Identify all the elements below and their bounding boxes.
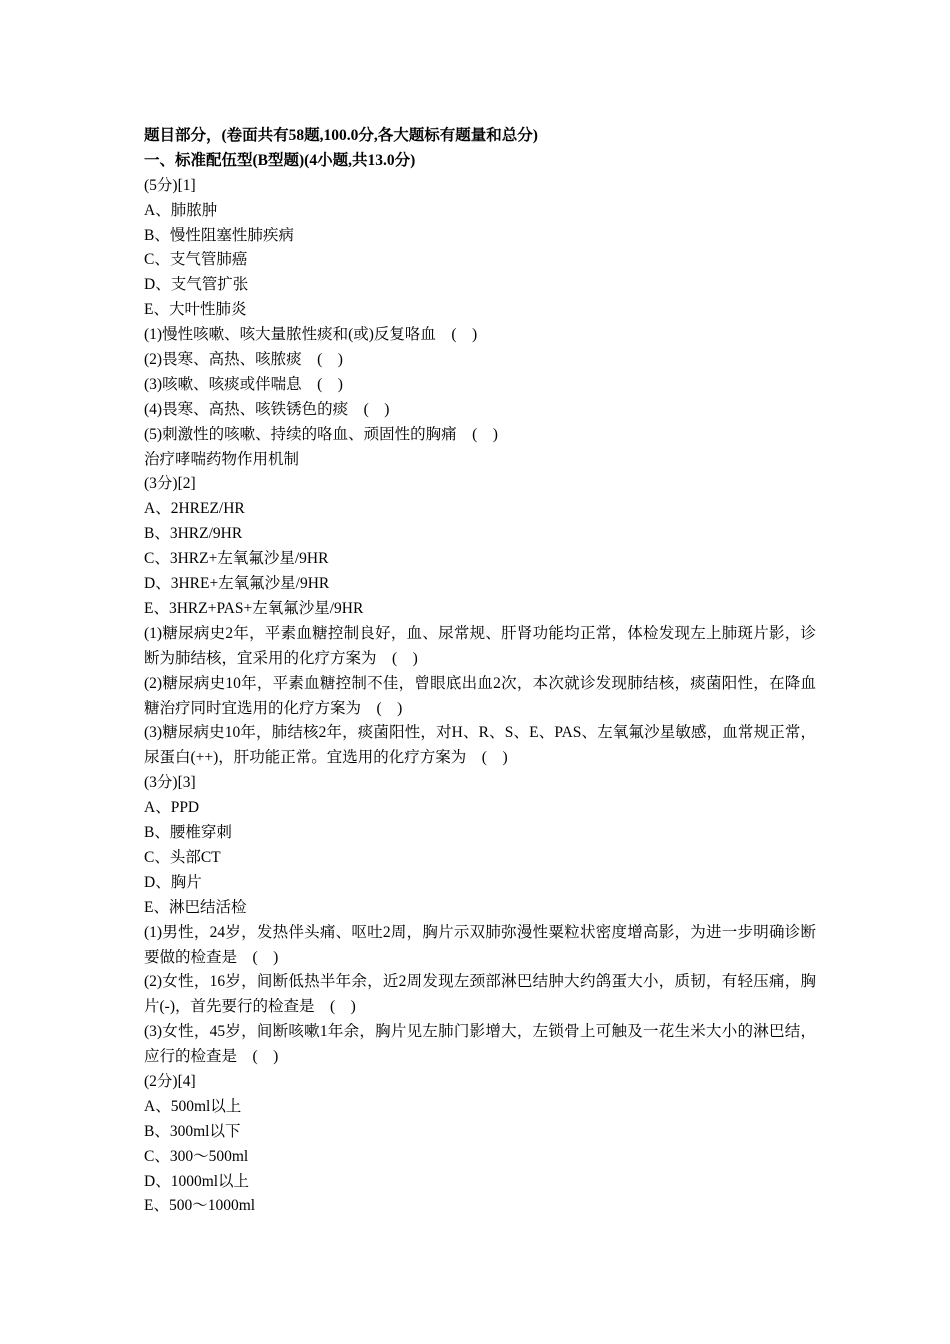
question-score: (5分)[1] (144, 176, 196, 194)
option-c: C、支气管肺癌 (144, 251, 248, 269)
option-b: B、腰椎穿刺 (144, 824, 232, 842)
question-note: 治疗哮喘药物作用机制 (144, 450, 300, 468)
option-c: C、3HRZ+左氧氟沙星/9HR (144, 550, 329, 568)
sub-question: (2)糖尿病史10年，平素血糖控制不佳，曾眼底出血2次，本次就诊发现肺结核，痰菌阳性，在降血糖治疗同时宜选用的化疗方案为 ( ) (144, 674, 816, 717)
sub-question: (2)畏寒、高热、咳脓痰 ( ) (144, 351, 343, 369)
question-score: (3分)[3] (144, 774, 196, 792)
sub-question: (1)慢性咳嗽、咳大量脓性痰和(或)反复咯血 ( ) (144, 326, 478, 344)
option-e: E、大叶性肺炎 (144, 301, 247, 319)
question-3 (144, 771, 816, 1070)
sub-question: (5)刺激性的咳嗽、持续的咯血、顽固性的胸痛 ( ) (144, 425, 498, 443)
option-b: B、3HRZ/9HR (144, 525, 243, 543)
question-score: (3分)[2] (144, 475, 196, 493)
sub-question: (3)女性，45岁，间断咳嗽1年余，胸片见左肺门影增大，左锁骨上可触及一花生米大小的淋巴结，应行的检查是 ( ) (144, 1023, 816, 1066)
document-title: 题目部分，(卷面共有58题,100.0分,各大题标有题量和总分) (144, 127, 538, 144)
option-e: E、淋巴结活检 (144, 898, 247, 916)
document-page (144, 124, 816, 1219)
option-a: A、2HREZ/HR (144, 500, 245, 518)
sub-question: (3)咳嗽、咳痰或伴喘息 ( ) (144, 375, 343, 393)
option-b: B、300ml以下 (144, 1122, 241, 1140)
section-heading: 一、标准配伍型(B型题)(4小题,共13.0分) (144, 151, 416, 169)
option-d: D、支气管扩张 (144, 276, 249, 294)
option-a: A、PPD (144, 799, 200, 817)
option-d: D、1000ml以上 (144, 1172, 250, 1190)
sub-question: (1)男性，24岁，发热伴头痛、呕吐2周，胸片示双肺弥漫性粟粒状密度增高影，为进一步明确诊断要做的检查是 ( ) (144, 923, 816, 966)
sub-question: (3)糖尿病史10年，肺结核2年，痰菌阳性，对H、R、S、E、PAS、左氧氟沙星敏感，血常规正常，尿蛋白(++)，肝功能正常。宜选用的化疗方案为 ( ) (144, 724, 816, 767)
option-b: B、慢性阻塞性肺疾病 (144, 226, 294, 244)
option-a: A、肺脓肿 (144, 201, 218, 219)
sub-question: (4)畏寒、高热、咳铁锈色的痰 ( ) (144, 400, 390, 418)
option-c: C、头部CT (144, 848, 221, 866)
option-e: E、3HRZ+PAS+左氧氟沙星/9HR (144, 599, 364, 617)
option-e: E、500～1000ml (144, 1197, 256, 1215)
option-c: C、300～500ml (144, 1147, 249, 1165)
question-1 (144, 174, 816, 473)
option-a: A、500ml以上 (144, 1097, 242, 1115)
question-4 (144, 1070, 816, 1219)
question-score: (2分)[4] (144, 1073, 196, 1091)
question-2 (144, 472, 816, 771)
option-d: D、3HRE+左氧氟沙星/9HR (144, 575, 330, 593)
sub-question: (2)女性，16岁，间断低热半年余，近2周发现左颈部淋巴结肿大约鸽蛋大小，质韧，有轻压痛，胸片(-)，首先要行的检查是 ( ) (144, 973, 816, 1016)
option-d: D、胸片 (144, 873, 202, 891)
sub-question: (1)糖尿病史2年，平素血糖控制良好，血、尿常规、肝肾功能均正常，体检发现左上肺斑片影，诊断为肺结核，宜采用的化疗方案为 ( ) (144, 624, 816, 667)
